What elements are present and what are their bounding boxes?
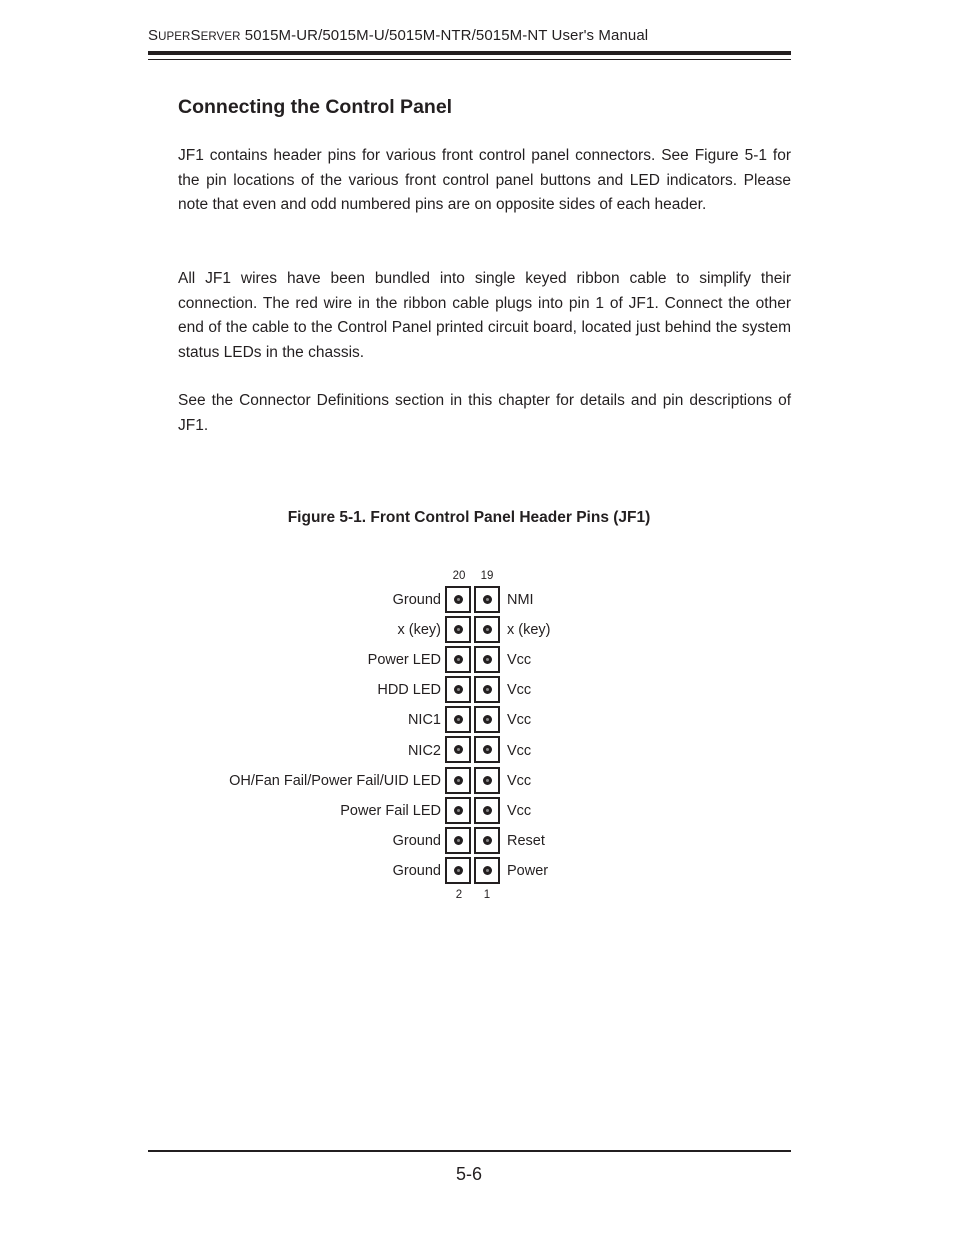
pin-cell-left	[445, 797, 471, 824]
pin-cell-left	[445, 857, 471, 884]
pin-cell-left	[445, 767, 471, 794]
pin-number-20: 20	[452, 570, 466, 582]
pin-cell-left	[445, 736, 471, 763]
pin-dot-icon	[454, 745, 463, 754]
pin-row	[444, 767, 504, 797]
pin-dot-icon	[454, 595, 463, 604]
section-heading: Connecting the Control Panel	[178, 96, 453, 118]
pin-row	[444, 857, 504, 887]
header-title-sc1: UPER	[158, 31, 191, 43]
paragraph-2: All JF1 wires have been bundled into single keyed ribbon cable to simplify their connection. The red wire in the ribbon cable plugs into pin 1 of JF1. Connect the other end of the cable to the Control Panel printed circuit board, located just behind the system status LEDs in the chassis.	[178, 270, 791, 362]
pin-row	[444, 676, 504, 706]
pin-row	[444, 586, 504, 616]
pin-cell-right	[474, 797, 500, 824]
pin-label-right: Vcc	[507, 652, 532, 669]
pin-dot-icon	[483, 655, 492, 664]
pin-label-right: Power	[507, 862, 549, 879]
pin-dot-icon	[454, 715, 463, 724]
pin-row	[444, 827, 504, 857]
pin-number-1: 1	[483, 889, 491, 901]
pin-cell-left	[445, 586, 471, 613]
pin-cell-right	[474, 827, 500, 854]
pin-row	[444, 797, 504, 827]
pin-label-right: Vcc	[507, 712, 532, 729]
header-rule-thick	[148, 51, 791, 55]
pin-label-right: Vcc	[507, 802, 532, 819]
pin-label-right: Reset	[507, 832, 545, 849]
pin-dot-icon	[454, 685, 463, 694]
pin-dot-icon	[454, 866, 463, 875]
header-title-sc2: ERVER	[200, 31, 241, 43]
pin-cell-right	[474, 616, 500, 643]
pin-label-left: NIC1	[407, 712, 441, 729]
pin-number-2: 2	[455, 889, 463, 901]
pin-dot-icon	[483, 595, 492, 604]
header-title-rest: 5015M-UR/5015M-U/5015M-NTR/5015M-NT User's Manual	[240, 27, 649, 44]
pin-label-left: Power Fail LED	[340, 802, 441, 819]
header-title-s1: S	[148, 27, 159, 44]
running-header-title	[148, 27, 648, 44]
jf1-header-diagram	[444, 586, 504, 887]
pin-dot-icon	[454, 836, 463, 845]
pin-cell-left	[445, 676, 471, 703]
pin-cell-right	[474, 767, 500, 794]
pin-dot-icon	[483, 866, 492, 875]
pin-label-left: Ground	[392, 592, 441, 608]
pin-dot-icon	[483, 625, 492, 634]
pin-dot-icon	[454, 806, 463, 815]
pin-dot-icon	[483, 836, 492, 845]
footer-rule	[148, 1150, 791, 1152]
pin-cell-right	[474, 586, 500, 613]
pin-cell-left	[445, 706, 471, 733]
pin-cell-right	[474, 736, 500, 763]
pin-dot-icon	[454, 776, 463, 785]
pin-row	[444, 616, 504, 646]
pin-dot-icon	[454, 625, 463, 634]
pin-label-right: Vcc	[507, 742, 532, 759]
pin-dot-icon	[454, 655, 463, 664]
page-number: 5-6	[455, 1164, 482, 1184]
pin-cell-right	[474, 676, 500, 703]
pin-label-left: OH/Fan Fail/Power Fail/UID LED	[229, 772, 441, 789]
pin-label-left: Ground	[392, 862, 441, 879]
pin-cell-right	[474, 857, 500, 884]
pin-row	[444, 736, 504, 766]
pin-cell-left	[445, 827, 471, 854]
pin-cell-right	[474, 706, 500, 733]
pin-row	[444, 646, 504, 676]
pin-label-right: Vcc	[507, 682, 532, 699]
figure-caption: Figure 5-1. Front Control Panel Header Pins (JF1)	[287, 509, 651, 526]
pin-label-left: Ground	[392, 832, 441, 849]
pin-label-right: NMI	[507, 592, 534, 608]
paragraph-3: See the Connector Definitions section in this chapter for details and pin descriptions of JF1.	[178, 392, 791, 434]
pin-label-right: x (key)	[507, 622, 551, 639]
pin-row	[444, 706, 504, 736]
pin-dot-icon	[483, 745, 492, 754]
pin-dot-icon	[483, 685, 492, 694]
header-title-s2: S	[190, 27, 201, 44]
pin-cell-left	[445, 646, 471, 673]
pin-label-left: x (key)	[397, 622, 441, 639]
pin-label-left: HDD LED	[377, 682, 441, 699]
pin-number-19: 19	[480, 570, 494, 582]
header-rule-thin	[148, 59, 791, 60]
pin-dot-icon	[483, 776, 492, 785]
pin-dot-icon	[483, 715, 492, 724]
paragraph-1: JF1 contains header pins for various front control panel connectors. See Figure 5-1 for the pin locations of the various front control panel buttons and LED indicators. Please note that even and odd numbered pins are on opposite sides of each header.	[178, 147, 791, 214]
pin-cell-right	[474, 646, 500, 673]
pin-cell-left	[445, 616, 471, 643]
pin-label-left: Power LED	[367, 652, 441, 669]
pin-label-left: NIC2	[407, 742, 441, 759]
pin-dot-icon	[483, 806, 492, 815]
pin-label-right: Vcc	[507, 772, 532, 789]
